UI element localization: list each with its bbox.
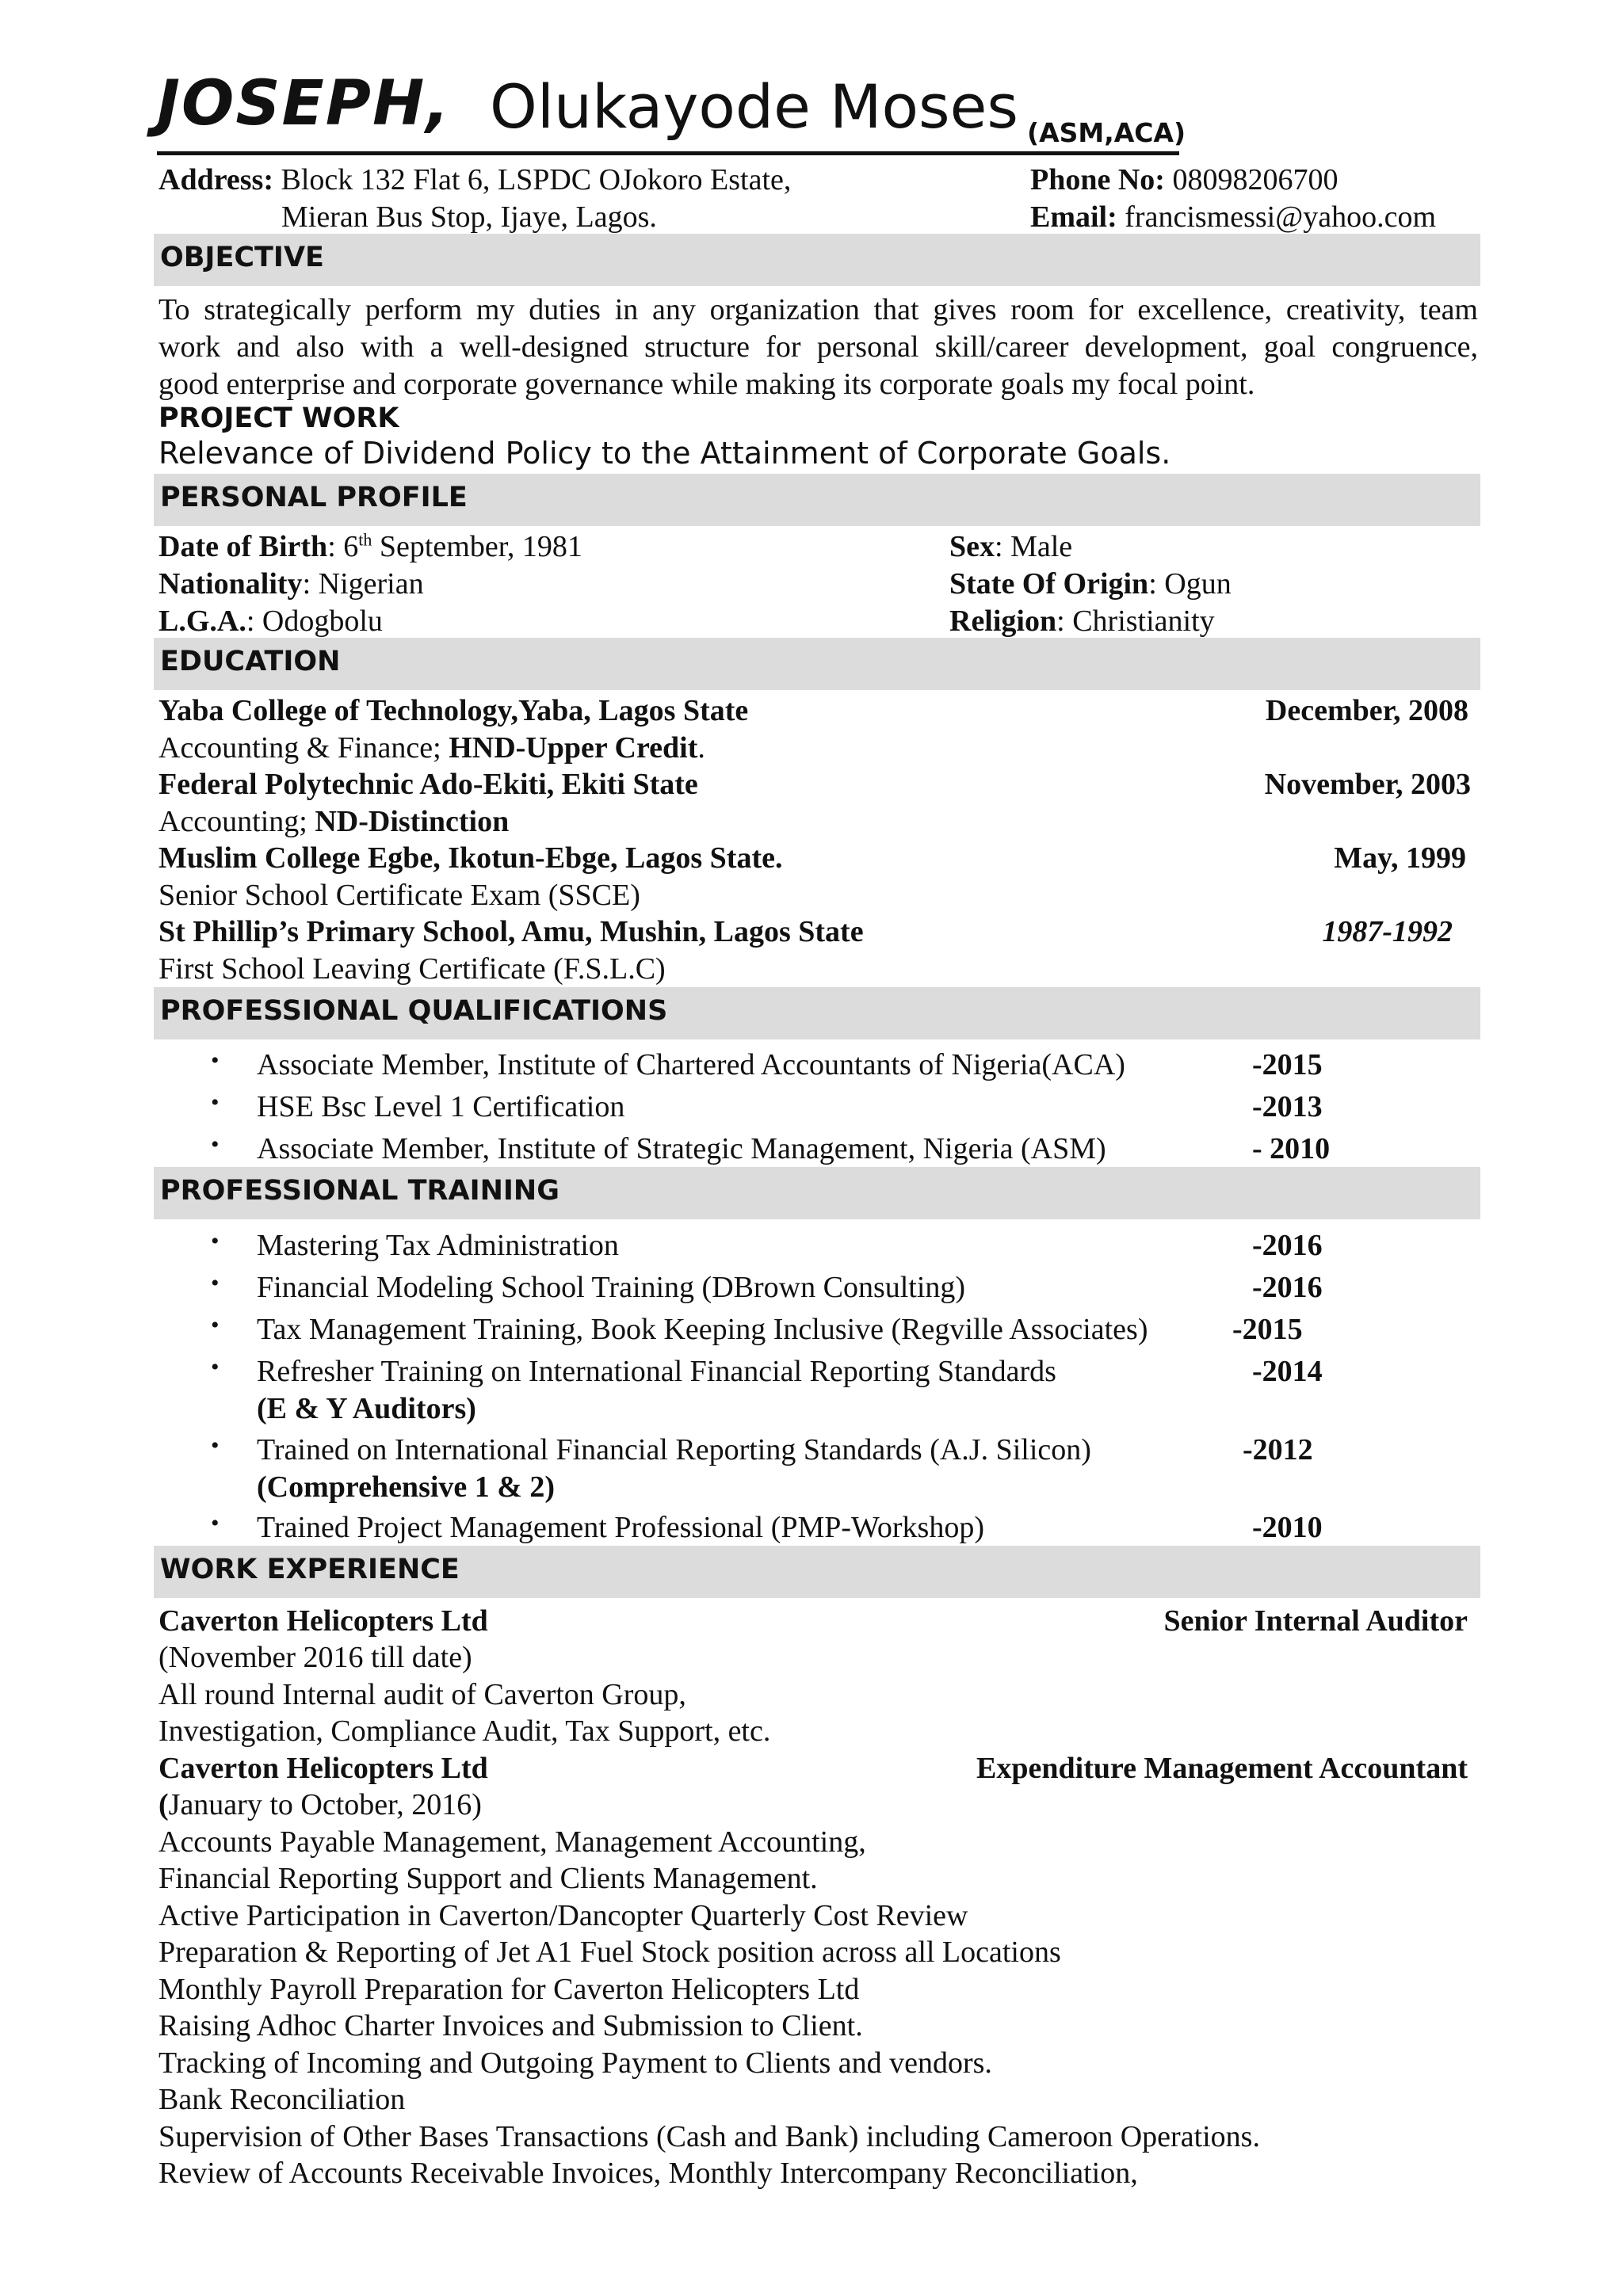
training-2-year: -2016	[1252, 1271, 1323, 1304]
training-1: Mastering Tax Administration	[257, 1229, 619, 1262]
education-course-2-text: Accounting;	[158, 805, 315, 838]
education-course-1	[158, 730, 705, 765]
address-value-1: Block 132 Flat 6, LSPDC OJokoro Estate,	[281, 163, 792, 196]
qualification-3: Associate Member, Institute of Strategic Management, Nigeria (ASM)	[257, 1132, 1106, 1165]
nationality-line: Nationality: Nigerian	[158, 567, 424, 601]
religion-label: Religion	[949, 605, 1057, 638]
bullet-icon: •	[211, 1089, 220, 1116]
bullet-icon: •	[211, 1510, 220, 1536]
job-2-duty-2: Financial Reporting Support and Clients Management.	[158, 1862, 818, 1895]
education-school-2: Federal Polytechnic Ado-Ekiti, Ekiti State	[158, 768, 698, 801]
religion-value: Christianity	[1072, 605, 1215, 638]
job-2-period	[158, 1787, 482, 1822]
section-project-work: PROJECT WORK	[158, 402, 399, 434]
education-date-4: 1987-1992	[1322, 915, 1453, 948]
section-work-label: WORK EXPERIENCE	[160, 1554, 460, 1585]
phone-line	[1030, 162, 1338, 197]
surname: JOSEPH,	[157, 68, 451, 139]
job-1-period: (November 2016 till date)	[158, 1641, 472, 1674]
section-personal-profile	[154, 474, 1480, 526]
training-2: Financial Modeling School Training (DBrown Consulting)	[257, 1271, 966, 1304]
job-2-duty-10: Review of Accounts Receivable Invoices, Monthly Intercompany Reconciliation,	[158, 2157, 1138, 2190]
qualification-1-year: -2015	[1252, 1048, 1323, 1081]
email-line	[1030, 200, 1436, 235]
section-objective	[154, 234, 1480, 286]
origin-line: State Of Origin: Ogun	[949, 567, 1232, 601]
education-school-3: Muslim College Egbe, Ikotun-Ebge, Lagos State.	[158, 841, 783, 875]
training-5: Trained on International Financial Reporting Standards (A.J. Silicon)	[257, 1433, 1091, 1466]
job-2-duty-3: Active Participation in Caverton/Dancopter Quarterly Cost Review	[158, 1899, 968, 1932]
section-personal-profile-label: PERSONAL PROFILE	[160, 482, 468, 513]
education-school-1: Yaba College of Technology,Yaba, Lagos State	[158, 694, 749, 727]
qualification-3-year: - 2010	[1252, 1132, 1331, 1165]
job-2-duty-5: Monthly Payroll Preparation for Caverton Helicopters Ltd	[158, 1973, 860, 2006]
training-5-sub: (Comprehensive 1 & 2)	[257, 1470, 556, 1504]
lga-value: Odogbolu	[262, 605, 383, 638]
phone-value: 08098206700	[1172, 163, 1338, 196]
section-qualifications-label: PROFESSIONAL QUALIFICATIONS	[160, 995, 668, 1027]
qualification-2: HSE Bsc Level 1 Certification	[257, 1090, 625, 1123]
section-education-label: EDUCATION	[160, 646, 341, 677]
email-label: Email:	[1030, 200, 1117, 234]
origin-value: Ogun	[1164, 567, 1232, 601]
section-training	[154, 1167, 1480, 1219]
sex-value: Male	[1010, 530, 1073, 563]
objective-line-3: good enterprise and corporate governance while making its corporate goals my focal point.	[158, 368, 1255, 401]
education-award-2: ND-Distinction	[315, 805, 510, 838]
objective-text	[158, 292, 1478, 403]
job-2-duty-7: Tracking of Incoming and Outgoing Payment to Clients and vendors.	[158, 2046, 992, 2080]
address-line-2: Mieran Bus Stop, Ijaye, Lagos.	[281, 200, 657, 234]
dob-label: Date of Birth	[158, 530, 328, 563]
bullet-icon: •	[211, 1312, 220, 1338]
nationality-value: Nigerian	[318, 567, 424, 601]
dob-rest: September, 1981	[379, 530, 582, 563]
given-names: Olukayode Moses	[490, 71, 1019, 142]
sex-label: Sex	[949, 530, 995, 563]
dob-day: 6	[343, 530, 359, 563]
bullet-icon: •	[211, 1228, 220, 1254]
job-2-duty-4: Preparation & Reporting of Jet A1 Fuel Stock position across all Locations	[158, 1936, 1061, 1969]
bullet-icon: •	[211, 1432, 220, 1459]
bullet-icon: •	[211, 1131, 220, 1158]
job-2-duty-9: Supervision of Other Bases Transactions (Cash and Bank) including Cameroon Operations.	[158, 2120, 1260, 2153]
address-label: Address:	[158, 163, 273, 196]
dob-sup: th	[358, 529, 372, 550]
sex-line: Sex: Male	[949, 530, 1073, 563]
bullet-icon: •	[211, 1047, 220, 1074]
origin-label: State Of Origin	[949, 567, 1149, 601]
training-5-year: -2012	[1243, 1433, 1313, 1466]
section-objective-label: OBJECTIVE	[160, 242, 324, 273]
qualification-1: Associate Member, Institute of Chartered Accountants of Nigeria(ACA)	[257, 1048, 1125, 1081]
education-date-2: November, 2003	[1264, 768, 1471, 801]
job-1-title: Senior Internal Auditor	[1163, 1604, 1468, 1638]
objective-line-2: work and also with a well-designed structure for personal skill/career development, goal congruence,	[158, 330, 1478, 364]
training-1-year: -2016	[1252, 1229, 1323, 1262]
education-course-2	[158, 804, 509, 839]
nationality-label: Nationality	[158, 567, 303, 601]
job-2-title: Expenditure Management Accountant	[976, 1752, 1468, 1785]
bullet-icon: •	[211, 1354, 220, 1380]
education-date-1: December, 2008	[1265, 694, 1468, 727]
training-3-year: -2015	[1232, 1313, 1303, 1346]
education-award-1-tail: .	[697, 731, 705, 765]
education-date-3: May, 1999	[1334, 841, 1466, 875]
section-education	[154, 638, 1480, 690]
education-course-3: Senior School Certificate Exam (SSCE)	[158, 879, 640, 912]
training-4-year: -2014	[1252, 1355, 1323, 1388]
job-2-duty-6: Raising Adhoc Charter Invoices and Submission to Client.	[158, 2009, 863, 2042]
education-course-4: First School Leaving Certificate (F.S.L.C)	[158, 952, 666, 986]
job-2-company: Caverton Helicopters Ltd	[158, 1752, 488, 1785]
project-title: Relevance of Dividend Policy to the Attainment of Corporate Goals.	[158, 436, 1171, 471]
name-header	[157, 68, 1186, 155]
dob-line: Date of Birth: 6th September, 1981	[158, 529, 582, 563]
education-school-4: St Phillip’s Primary School, Amu, Mushin, Lagos State	[158, 915, 864, 948]
training-6-year: -2010	[1252, 1511, 1323, 1544]
qualification-2-year: -2013	[1252, 1090, 1323, 1123]
training-6: Trained Project Management Professional (PMP-Workshop)	[257, 1511, 984, 1544]
address-line-1	[158, 162, 791, 197]
education-award-1: HND-Upper Credit	[449, 731, 698, 765]
religion-line: Religion: Christianity	[949, 605, 1215, 638]
credentials: (ASM,ACA)	[1027, 117, 1186, 148]
lga-line: L.G.A.: Odogbolu	[158, 605, 383, 638]
bullet-icon: •	[211, 1270, 220, 1296]
training-4-sub: (E & Y Auditors)	[257, 1392, 476, 1425]
education-course-1-text: Accounting & Finance;	[158, 731, 449, 765]
job-1-company: Caverton Helicopters Ltd	[158, 1604, 488, 1638]
training-4: Refresher Training on International Financial Reporting Standards	[257, 1355, 1056, 1388]
job-2-period-open: (	[158, 1788, 169, 1821]
job-2-duty-1: Accounts Payable Management, Management Accounting,	[158, 1825, 866, 1859]
job-2-period-text: January to October, 2016)	[168, 1788, 482, 1821]
section-training-label: PROFESSIONAL TRAINING	[160, 1175, 559, 1207]
section-qualifications	[154, 987, 1480, 1039]
training-3: Tax Management Training, Book Keeping Inclusive (Regville Associates)	[257, 1313, 1148, 1346]
job-1-duty-1: All round Internal audit of Caverton Group,	[158, 1678, 686, 1711]
section-work	[154, 1546, 1480, 1598]
email-value: francismessi@yahoo.com	[1125, 200, 1437, 234]
job-1-duty-2: Investigation, Compliance Audit, Tax Support, etc.	[158, 1714, 771, 1748]
job-2-duty-8: Bank Reconciliation	[158, 2083, 406, 2116]
phone-label: Phone No:	[1030, 163, 1165, 196]
objective-line-1: To strategically perform my duties in any organization that gives room for excellence, creativity, team	[158, 293, 1478, 326]
lga-label: L.G.A.	[158, 605, 246, 638]
